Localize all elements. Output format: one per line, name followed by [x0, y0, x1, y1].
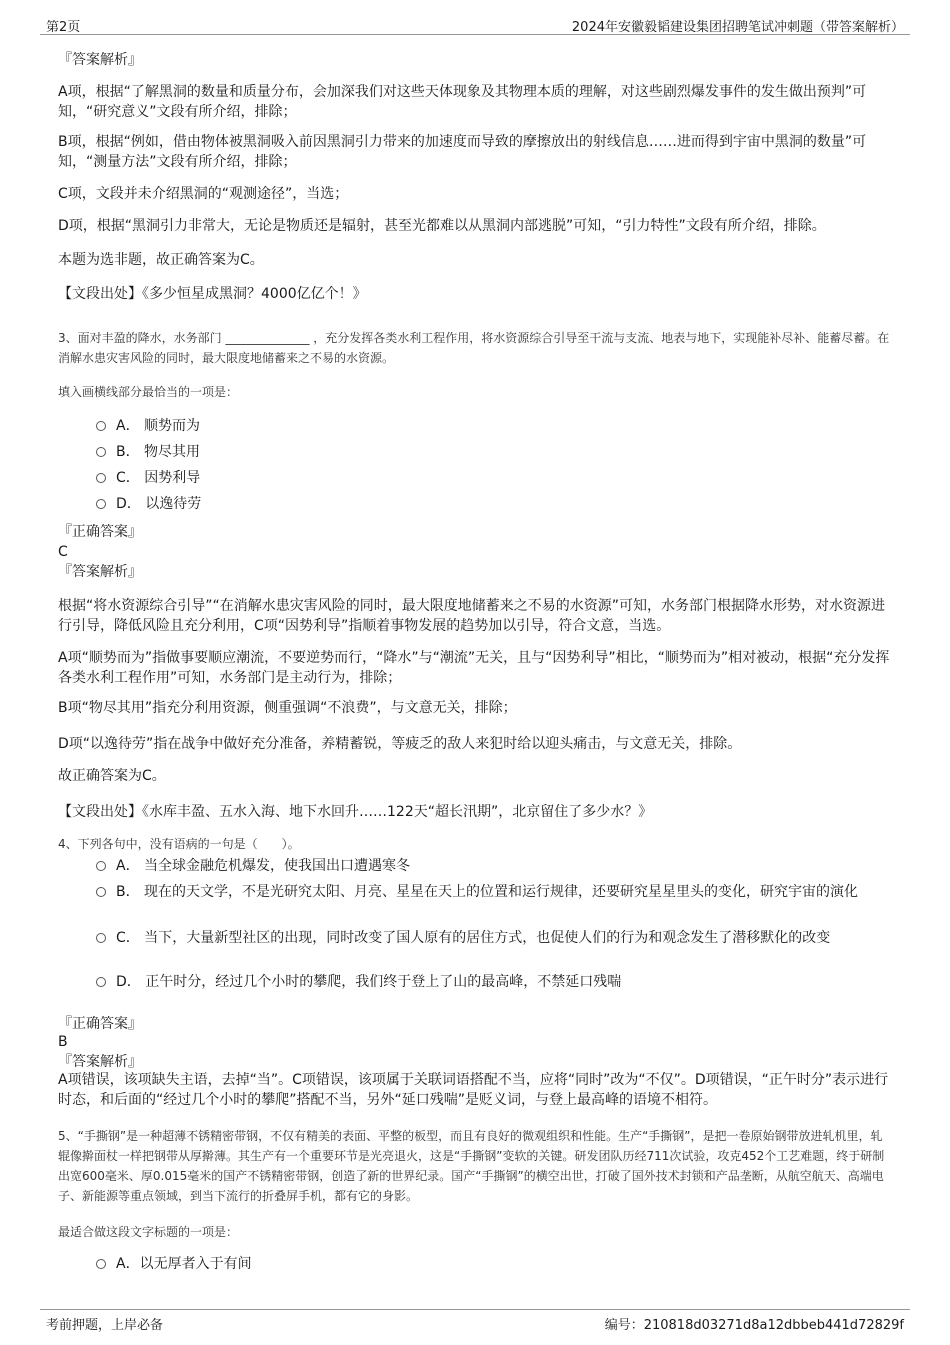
radio-icon[interactable] — [96, 421, 106, 431]
q2-source: 【文段出处】《多少恒星成黑洞？4000亿亿个！》 — [58, 286, 367, 302]
document-code: 编号：210818d03271d8a12dbbeb441d72829f — [604, 1318, 904, 1333]
footer-slogan: 考前押题，上岸必备 — [46, 1318, 164, 1333]
q2-analysis-c: C项，文段并未介绍黑洞的“观测途径”，当选； — [58, 186, 349, 202]
radio-icon[interactable] — [96, 473, 106, 483]
q4-stem: 4、下列各句中，没有语病的一句是（ ）。 — [58, 837, 300, 851]
q2-conclusion: 本题为选非题，故正确答案为C。 — [58, 252, 264, 268]
q3-stem — [58, 328, 894, 368]
q3-answer: C — [58, 544, 68, 560]
q4-correct-label: 『正确答案』 — [58, 1016, 142, 1032]
q3-correct-label: 『正确答案』 — [58, 524, 142, 540]
q3-blank: ______________ — [225, 331, 310, 345]
q5-prompt: 最适合做这段文字标题的一项是： — [58, 1225, 239, 1239]
q3-stem-post: ，充分发挥各类水利工程作用，将水资源综合引导至干流与支流、地表与地下，实现能补尽补、能蓄尽蓄。在消解水患灾害风险的同时，最大限度地储蓄来之不易的水资源。 — [58, 331, 890, 365]
radio-icon[interactable] — [96, 499, 106, 509]
q5-option-a[interactable]: A．以无厚者入于有间 — [96, 1254, 894, 1274]
footer-divider — [40, 1309, 910, 1310]
q4-option-c[interactable]: C． 当下，大量新型社区的出现，同时改变了国人原有的居住方式，也促使人们的行为和观念发生了潜移默化的改变 — [96, 928, 894, 948]
q4-option-d[interactable]: D． 正午时分，经过几个小时的攀爬，我们终于登上了山的最高峰，不禁延口残喘 — [96, 972, 894, 992]
q2-analysis-a: A项，根据“了解黑洞的数量和质量分布，会加深我们对这些天体现象及其物理本质的理解，对这些剧烈爆发事件的发生做出预判”可知，“研究意义”文段有所介绍，排除； — [58, 84, 867, 120]
q4-answer: B — [58, 1034, 68, 1050]
q3-stem-pre: 3、面对丰盈的降水，水务部门 — [58, 331, 222, 345]
q3-analysis-label: 『答案解析』 — [58, 564, 142, 580]
q4-option-b[interactable]: B． 现在的天文学，不是光研究太阳、月亮、星星在天上的位置和运行规律，还要研究星星里头的变化，研究宇宙的演化 — [96, 882, 894, 902]
q3-option-c[interactable]: C． 因势利导 — [96, 468, 894, 488]
q2-analysis-b: B项，根据“例如，借由物体被黑洞吸入前因黑洞引力带来的加速度而导致的摩擦放出的射线信息……进而得到宇宙中黑洞的数量”可知，“测量方法”文段有所介绍，排除； — [58, 134, 867, 170]
q3-option-b[interactable]: B． 物尽其用 — [96, 442, 894, 462]
q4-option-a[interactable]: A． 当全球金融危机爆发，使我国出口遭遇寒冬 — [96, 856, 894, 876]
q3-option-d[interactable]: D． 以逸待劳 — [96, 494, 894, 514]
radio-icon[interactable] — [96, 933, 106, 943]
page-header — [0, 0, 950, 36]
q3-analysis-p4: D项“以逸待劳”指在战争中做好充分准备，养精蓄锐，等疲乏的敌人来犯时给以迎头痛击，与文意无关，排除。 — [58, 736, 742, 752]
q3-analysis-p2: A项“顺势而为”指做事要顺应潮流，不要逆势而行，“降水”与“潮流”无关，且与“因势利导”相比，“顺势而为”相对被动，根据“充分发挥各类水利工程作用”可知，水务部门是主动行为，排除； — [58, 650, 890, 686]
page-number: 第2页 — [46, 20, 81, 35]
q3-source: 【文段出处】《水库丰盈、五水入海、地下水回升……122天“超长汛期”，北京留住了多少水？》 — [58, 804, 653, 820]
q5-stem: 5、“手撕钢”是一种超薄不锈精密带钢，不仅有精美的表面、平整的板型，而且有良好的微观组织和性能。生产“手撕钢”，是把一卷原始钢带放进轧机里，轧辊像擀面杖一样把钢带从厚擀薄。其生产有一个重要环节是光亮退火，这是“手撕钢”变软的关键。研发团队历经711次试验，攻克452个工艺难题，终于研制出宽600毫米、厚0.015毫米的国产不锈精密带钢，创造了新的世界纪录。国产“手撕钢”的横空出世，打破了国外技术封锁和产品垄断，从航空航天、高端电子、新能源等重点领域，到当下流行的折叠屏手机，都有它的身影。 — [58, 1129, 885, 1203]
q2-analysis-label: 『答案解析』 — [58, 52, 142, 68]
q3-conclusion: 故正确答案为C。 — [58, 768, 166, 784]
q4-analysis: A项错误，该项缺失主语，去掉“当”。C项错误，该项属于关联词语搭配不当，应将“同时”改为“不仅”。D项错误，“正午时分”表示进行时态，和后面的“经过几个小时的攀爬”搭配不当，另外“延口残喘”是贬义词，与登上最高峰的语境不相符。 — [58, 1072, 889, 1108]
q3-analysis-p1: 根据“将水资源综合引导”“在消解水患灾害风险的同时，最大限度地储蓄来之不易的水资源”可知，水务部门根据降水形势，对水资源进行引导，降低风险且充分利用，C项“因势利导”指顺着事物发展的趋势加以引导，符合文意，当选。 — [58, 598, 886, 634]
q3-prompt: 填入画横线部分最恰当的一项是： — [58, 385, 239, 399]
radio-icon[interactable] — [96, 887, 106, 897]
radio-icon[interactable] — [96, 977, 106, 987]
q2-analysis-d: D项，根据“黑洞引力非常大，无论是物质还是辐射，甚至光都难以从黑洞内部逃脱”可知，“引力特性”文段有所介绍，排除。 — [58, 218, 826, 234]
document-title: 2024年安徽毅韬建设集团招聘笔试冲刺题（带答案解析） — [571, 20, 904, 35]
radio-icon[interactable] — [96, 447, 106, 457]
q3-analysis-p3: B项“物尽其用”指充分利用资源，侧重强调“不浪费”，与文意无关，排除； — [58, 700, 517, 716]
radio-icon[interactable] — [96, 861, 106, 871]
radio-icon[interactable] — [96, 1259, 106, 1269]
header-divider — [40, 34, 910, 35]
q4-analysis-label: 『答案解析』 — [58, 1054, 142, 1070]
q3-option-a[interactable]: A． 顺势而为 — [96, 416, 894, 436]
